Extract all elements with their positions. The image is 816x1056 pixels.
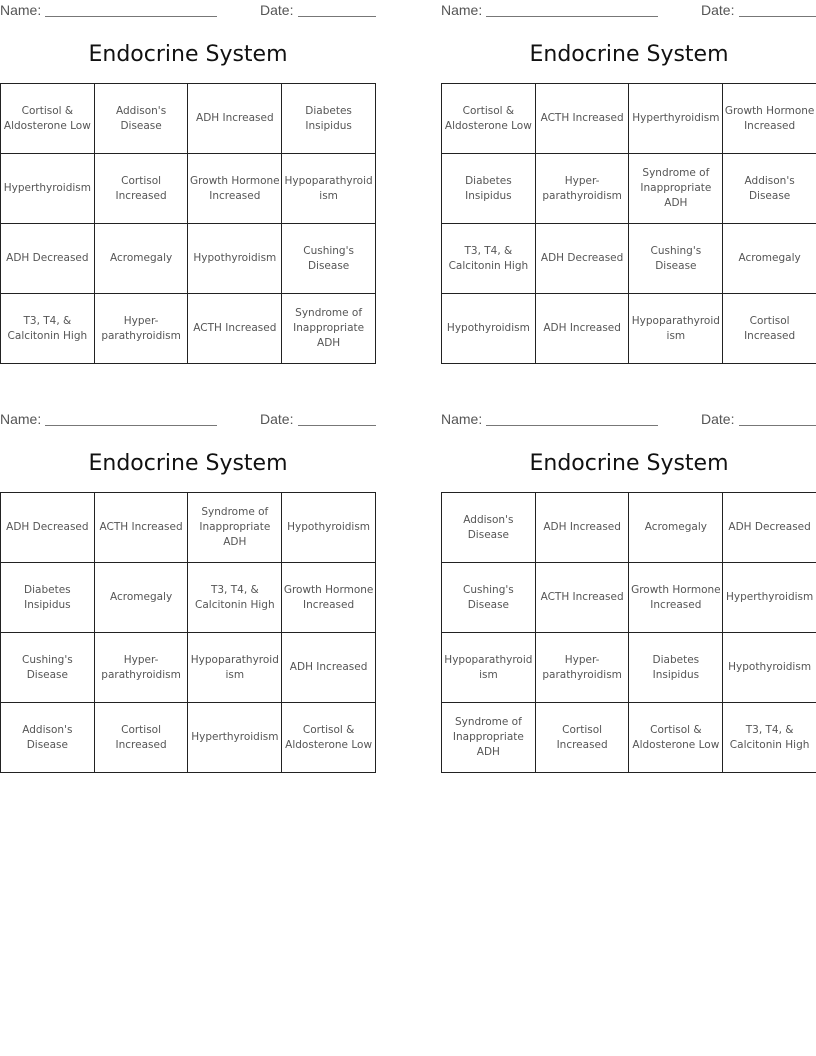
name-label: Name:: [0, 411, 42, 427]
grid-cell: Cortisol & Aldosterone Low: [629, 703, 723, 773]
grid-cell: Cortisol Increased: [723, 294, 816, 364]
grid-cell: Acromegaly: [723, 224, 816, 294]
grid-cell: Growth Hormone Increased: [629, 563, 723, 633]
grid-cell: ADH Increased: [188, 84, 282, 154]
grid-cell: ADH Increased: [282, 633, 376, 703]
grid-cell: ADH Decreased: [723, 493, 816, 563]
grid-cell: Cortisol & Aldosterone Low: [442, 84, 536, 154]
grid-cell: Syndrome of Inappropriate ADH: [442, 703, 536, 773]
grid-cell: Hyperthyroidism: [1, 154, 95, 224]
grid-cell: ACTH Increased: [535, 84, 629, 154]
grid-cell: T3, T4, & Calcitonin High: [723, 703, 816, 773]
name-date-row: [441, 411, 816, 429]
grid-cell: ACTH Increased: [94, 493, 188, 563]
bingo-grid: [441, 492, 816, 773]
grid-row: [1, 84, 376, 154]
grid-row: [1, 563, 376, 633]
grid-cell: Hyperthyroidism: [723, 563, 816, 633]
grid-cell: Hypothyroidism: [723, 633, 816, 703]
name-date-row: [0, 411, 376, 429]
grid-cell: Hypothyroidism: [188, 224, 282, 294]
bingo-card-2: [441, 0, 816, 380]
card-title: Endocrine System: [529, 451, 729, 476]
grid-row: [442, 84, 816, 154]
grid-cell: ACTH Increased: [535, 563, 629, 633]
name-blank-line: [486, 425, 658, 426]
grid-cell: Cortisol Increased: [94, 703, 188, 773]
grid-cell: ACTH Increased: [188, 294, 282, 364]
grid-row: [1, 294, 376, 364]
grid-row: [442, 154, 816, 224]
grid-cell: Growth Hormone Increased: [282, 563, 376, 633]
bingo-card-1: [0, 0, 376, 380]
grid-row: [442, 633, 816, 703]
grid-cell: Cushing's Disease: [1, 633, 95, 703]
grid-cell: Hypoparathyroidism: [282, 154, 376, 224]
card-title: Endocrine System: [529, 42, 729, 67]
grid-cell: Cushing's Disease: [629, 224, 723, 294]
name-label: Name:: [0, 2, 42, 18]
grid-cell: Acromegaly: [94, 563, 188, 633]
name-blank-line: [486, 16, 658, 17]
grid-cell: Cushing's Disease: [442, 563, 536, 633]
grid-cell: Diabetes Insipidus: [442, 154, 536, 224]
grid-cell: T3, T4, & Calcitonin High: [188, 563, 282, 633]
grid-row: [442, 563, 816, 633]
grid-cell: Hypoparathyroidism: [188, 633, 282, 703]
name-blank-line: [45, 425, 217, 426]
name-blank-line: [45, 16, 217, 17]
grid-row: [1, 703, 376, 773]
name-date-row: [441, 2, 816, 20]
grid-cell: ADH Decreased: [535, 224, 629, 294]
grid-cell: Addison's Disease: [723, 154, 816, 224]
bingo-grid: [441, 83, 816, 364]
name-label: Name:: [441, 411, 483, 427]
grid-cell: Syndrome of Inappropriate ADH: [629, 154, 723, 224]
grid-cell: Cortisol & Aldosterone Low: [282, 703, 376, 773]
date-label: Date:: [701, 411, 735, 427]
bingo-card-3: [0, 409, 376, 789]
card-title: Endocrine System: [88, 42, 288, 67]
grid-row: [1, 493, 376, 563]
bingo-card-4: [441, 409, 816, 789]
grid-cell: Cortisol Increased: [94, 154, 188, 224]
grid-cell: Hyper-parathyroidism: [94, 294, 188, 364]
grid-cell: Acromegaly: [94, 224, 188, 294]
grid-cell: ADH Decreased: [1, 493, 95, 563]
grid-cell: Syndrome of Inappropriate ADH: [282, 294, 376, 364]
grid-row: [442, 224, 816, 294]
date-blank-line: [298, 425, 376, 426]
grid-row: [1, 224, 376, 294]
grid-cell: Addison's Disease: [442, 493, 536, 563]
grid-cell: Growth Hormone Increased: [188, 154, 282, 224]
grid-cell: Diabetes Insipidus: [629, 633, 723, 703]
grid-row: [1, 633, 376, 703]
name-date-row: [0, 2, 376, 20]
bingo-grid: [0, 83, 376, 364]
grid-cell: Growth Hormone Increased: [723, 84, 816, 154]
grid-cell: Syndrome of Inappropriate ADH: [188, 493, 282, 563]
grid-cell: Hypothyroidism: [282, 493, 376, 563]
grid-row: [442, 294, 816, 364]
grid-cell: ADH Decreased: [1, 224, 95, 294]
grid-cell: Hypothyroidism: [442, 294, 536, 364]
grid-cell: Hyper-parathyroidism: [535, 633, 629, 703]
grid-cell: Hyper-parathyroidism: [94, 633, 188, 703]
name-label: Name:: [441, 2, 483, 18]
grid-cell: ADH Increased: [535, 294, 629, 364]
grid-row: [1, 154, 376, 224]
grid-cell: Hypoparathyroidism: [629, 294, 723, 364]
grid-cell: Hypoparathyroidism: [442, 633, 536, 703]
grid-cell: T3, T4, & Calcitonin High: [1, 294, 95, 364]
card-title: Endocrine System: [88, 451, 288, 476]
grid-cell: Hyperthyroidism: [629, 84, 723, 154]
grid-cell: Diabetes Insipidus: [1, 563, 95, 633]
date-blank-line: [739, 16, 816, 17]
bingo-grid: [0, 492, 376, 773]
date-blank-line: [298, 16, 376, 17]
grid-cell: Acromegaly: [629, 493, 723, 563]
grid-cell: Addison's Disease: [1, 703, 95, 773]
grid-cell: Diabetes Insipidus: [282, 84, 376, 154]
date-label: Date:: [260, 2, 294, 18]
date-blank-line: [739, 425, 816, 426]
grid-cell: Hyperthyroidism: [188, 703, 282, 773]
date-label: Date:: [701, 2, 735, 18]
grid-cell: Cortisol & Aldosterone Low: [1, 84, 95, 154]
grid-row: [442, 493, 816, 563]
grid-row: [442, 703, 816, 773]
grid-cell: Cortisol Increased: [535, 703, 629, 773]
grid-cell: Hyper-parathyroidism: [535, 154, 629, 224]
date-label: Date:: [260, 411, 294, 427]
grid-cell: Addison's Disease: [94, 84, 188, 154]
grid-cell: ADH Increased: [535, 493, 629, 563]
grid-cell: T3, T4, & Calcitonin High: [442, 224, 536, 294]
grid-cell: Cushing's Disease: [282, 224, 376, 294]
